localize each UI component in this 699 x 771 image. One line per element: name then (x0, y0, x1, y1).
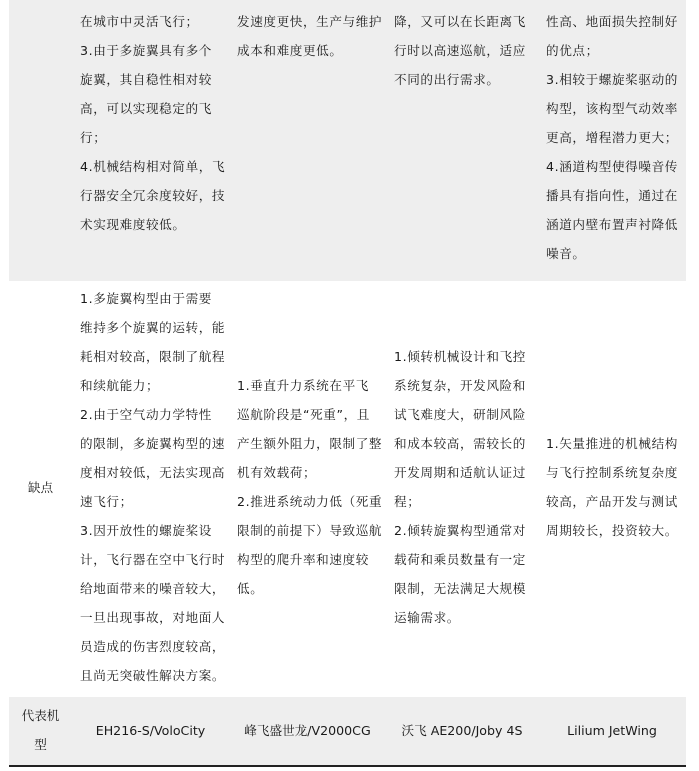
text-line: 机有效载荷； (237, 465, 317, 480)
text-line: 行器安全冗余度较好，技 (80, 188, 226, 203)
text-line: 更高，增程潜力更大； (546, 130, 678, 145)
disadvantages-row (9, 281, 686, 697)
text-line: 开发周期和适航认证过 (394, 465, 526, 480)
text-line: 产生额外阻力，限制了整 (237, 436, 383, 451)
text-line: 发速度更快，生产与维护 (237, 14, 383, 29)
text-line: 1.垂直升力系统在平飞 (237, 378, 369, 393)
representative-models-row (9, 697, 686, 765)
text-line: 高，可以实现稳定的飞 (80, 101, 212, 116)
text-line: 行； (80, 130, 107, 145)
text-line: 术实现难度较低。 (80, 217, 186, 232)
text-line: 1.矢量推进的机械结构 (546, 436, 678, 451)
text-line: 3.由于多旋翼具有多个 (80, 43, 212, 58)
text-line: 耗相对较高，限制了航程 (80, 349, 226, 364)
text-line: 降，又可以在长距离飞 (394, 14, 526, 29)
text-line: 与飞行控制系统复杂度 (546, 465, 678, 480)
text-line: 性高、地面损失控制好 (546, 14, 678, 29)
text-line: 计，飞行器在空中飞行时 (80, 552, 226, 567)
table-bottom-rule (9, 765, 686, 767)
text-line: 员造成的伤害烈度较高， (80, 639, 226, 654)
text-line: 和成本较高，需较长的 (394, 436, 526, 451)
text-line: 噪音。 (546, 246, 586, 261)
text-line: 和续航能力； (80, 378, 160, 393)
text-line: 维持多个旋翼的运转，能 (80, 320, 226, 335)
text-line: 速飞行； (80, 494, 133, 509)
text-line: 且尚无突破性解决方案。 (80, 668, 226, 683)
text-line: 系统复杂，开发风险和 (394, 378, 526, 393)
text-line: 较高，产品开发与测试 (546, 494, 678, 509)
advantages-continued-row (9, 0, 686, 281)
text-line: 2.推进系统动力低（死重 (237, 494, 383, 509)
model-name: 峰飞盛世龙/V2000CG (244, 723, 371, 738)
text-line: 构型，该构型气动效率 (546, 101, 678, 116)
text-line: 给地面带来的噪音较大， (80, 581, 226, 596)
text-line: 3.因开放性的螺旋桨设 (80, 523, 212, 538)
text-line: 运输需求。 (394, 610, 460, 625)
text-line: 低。 (237, 581, 264, 596)
text-line: 旋翼，其自稳性相对较 (80, 72, 212, 87)
model-name: 沃飞 AE200/Joby 4S (401, 723, 523, 738)
text-line: 2.由于空气动力学特性 (80, 407, 212, 422)
text-line: 4.涵道构型使得噪音传 (546, 159, 678, 174)
text-line: 限制的前提下）导致巡航 (237, 523, 383, 538)
text-line: 的优点； (546, 43, 599, 58)
text-line: 播具有指向性，通过在 (546, 188, 678, 203)
text-line: 一旦出现事故，对地面人 (80, 610, 226, 625)
text-line: 程； (394, 494, 421, 509)
row-label: 代表机 (21, 708, 60, 723)
text-line: 1.倾转机械设计和飞控 (394, 349, 526, 364)
text-line: 成本和难度更低。 (237, 43, 343, 58)
text-line: 度相对较低，无法实现高 (80, 465, 226, 480)
text-line: 2.倾转旋翼构型通常对 (394, 523, 526, 538)
text-line: 巡航阶段是“死重”，且 (237, 407, 370, 422)
text-line: 1.多旋翼构型由于需要 (80, 291, 212, 306)
text-line: 载荷和乘员数量有一定 (394, 552, 526, 567)
model-name: EH216-S/VoloCity (95, 723, 206, 738)
text-line: 限制，无法满足大规模 (394, 581, 526, 596)
text-line: 试飞难度大，研制风险 (394, 407, 526, 422)
text-line: 3.相较于螺旋桨驱动的 (546, 72, 678, 87)
model-name: Lilium JetWing (567, 723, 657, 738)
text-line: 涵道内壁布置声衬降低 (546, 217, 678, 232)
text-line: 周期较长，投资较大。 (546, 523, 678, 538)
text-line: 4.机械结构相对简单，飞 (80, 159, 226, 174)
row-label: 缺点 (27, 480, 54, 495)
row-label: 型 (34, 737, 47, 752)
text-line: 在城市中灵活飞行； (80, 14, 199, 29)
text-line: 行时以高速巡航，适应 (394, 43, 526, 58)
text-line: 不同的出行需求。 (394, 72, 500, 87)
text-line: 的限制，多旋翼构型的速 (80, 436, 226, 451)
text-line: 构型的爬升率和速度较 (237, 552, 369, 567)
